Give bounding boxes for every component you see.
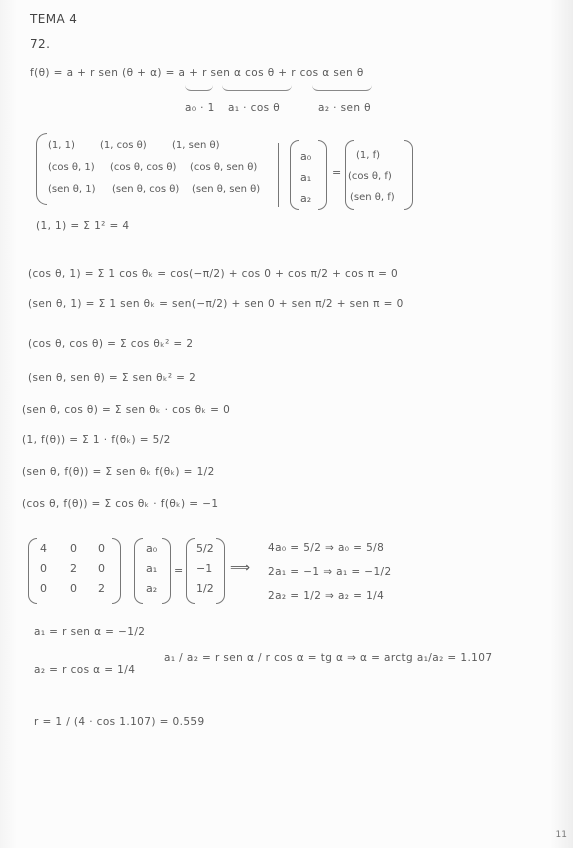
matrix-cell: (1, cos θ) bbox=[100, 140, 147, 151]
product-line: (1, 1) = Σ 1² = 4 bbox=[36, 220, 130, 232]
brace-a2 bbox=[312, 85, 372, 91]
relation-a2: a₂ = r cos α = 1/4 bbox=[34, 664, 136, 676]
product-line: (sen θ, cos θ) = Σ sen θₖ · cos θₖ = 0 bbox=[22, 404, 231, 416]
system-unknown: a₂ bbox=[146, 582, 158, 595]
system-left-paren bbox=[28, 538, 37, 604]
product-line: (cos θ, 1) = Σ 1 cos θₖ = cos(−π/2) + cos 0 + cos π/2 + cos π = 0 bbox=[28, 268, 399, 280]
page-title: TEMA 4 bbox=[30, 12, 78, 26]
matrix-cell: (1, sen θ) bbox=[172, 140, 220, 151]
matrix-cell: (1, 1) bbox=[48, 140, 75, 151]
system-rhs: −1 bbox=[196, 562, 213, 575]
system-unknowns-right-paren bbox=[162, 538, 171, 604]
relation-a1: a₁ = r sen α = −1/2 bbox=[34, 626, 146, 638]
term-a1: a₁ · cos θ bbox=[228, 102, 281, 114]
solution-line: 2a₂ = 1/2 ⇒ a₂ = 1/4 bbox=[268, 590, 385, 602]
product-line: (cos θ, f(θ)) = Σ cos θₖ · f(θₖ) = −1 bbox=[22, 498, 219, 510]
rhs-right-paren bbox=[404, 140, 413, 210]
product-line: (1, f(θ)) = Σ 1 · f(θₖ) = 5/2 bbox=[22, 434, 171, 446]
matrix-left-paren bbox=[36, 133, 47, 205]
rhs-cell: (1, f) bbox=[356, 150, 381, 161]
product-line: (sen θ, f(θ)) = Σ sen θₖ f(θₖ) = 1/2 bbox=[22, 466, 215, 478]
unknown-a0: a₀ bbox=[300, 150, 312, 163]
system-rhs-right-paren bbox=[216, 538, 225, 604]
matrix-cell: (sen θ, sen θ) bbox=[192, 184, 261, 195]
model-equation: f(θ) = a + r sen (θ + α) = a + r sen α cos θ + r cos α sen θ bbox=[30, 67, 364, 79]
matrix-cell: (sen θ, cos θ) bbox=[112, 184, 180, 195]
problem-number: 72. bbox=[30, 37, 51, 51]
unknowns-right-paren bbox=[318, 140, 327, 210]
matrix-cell: (sen θ, 1) bbox=[48, 184, 96, 195]
matrix-cell: (cos θ, 1) bbox=[48, 162, 95, 173]
unknown-a2: a₂ bbox=[300, 192, 312, 205]
brace-a0 bbox=[185, 85, 213, 91]
system-unknowns-left-paren bbox=[134, 538, 143, 604]
solution-line: 2a₁ = −1 ⇒ a₁ = −1/2 bbox=[268, 566, 392, 578]
matrix-cell: (cos θ, sen θ) bbox=[190, 162, 258, 173]
system-cell: 0 bbox=[70, 542, 77, 555]
page-mark: 11 bbox=[555, 830, 567, 840]
system-cell: 0 bbox=[98, 542, 105, 555]
system-rhs: 1/2 bbox=[196, 582, 214, 595]
system-right-paren bbox=[112, 538, 121, 604]
rhs-cell: (sen θ, f) bbox=[350, 192, 395, 203]
matrix-cell: (cos θ, cos θ) bbox=[110, 162, 177, 173]
system-cell: 2 bbox=[70, 562, 77, 575]
term-a2: a₂ · sen θ bbox=[318, 102, 372, 114]
system-rhs: 5/2 bbox=[196, 542, 214, 555]
unknown-a1: a₁ bbox=[300, 171, 312, 184]
solution-line: 4a₀ = 5/2 ⇒ a₀ = 5/8 bbox=[268, 542, 385, 554]
system-cell: 4 bbox=[40, 542, 47, 555]
product-line: (sen θ, sen θ) = Σ sen θₖ² = 2 bbox=[28, 372, 197, 384]
term-a0: a₀ · 1 bbox=[185, 102, 215, 114]
unknowns-left-paren bbox=[290, 140, 299, 210]
system-cell: 0 bbox=[70, 582, 77, 595]
matrix-right-bar bbox=[278, 143, 279, 207]
system-cell: 2 bbox=[98, 582, 105, 595]
product-line: (sen θ, 1) = Σ 1 sen θₖ = sen(−π/2) + sen 0 + sen π/2 + sen π = 0 bbox=[28, 298, 404, 310]
rhs-cell: (cos θ, f) bbox=[348, 171, 392, 182]
equals-sign: = bbox=[174, 564, 184, 577]
system-rhs-left-paren bbox=[186, 538, 195, 604]
system-cell: 0 bbox=[98, 562, 105, 575]
brace-a1 bbox=[222, 85, 292, 91]
product-line: (cos θ, cos θ) = Σ cos θₖ² = 2 bbox=[28, 338, 194, 350]
system-cell: 0 bbox=[40, 562, 47, 575]
system-unknown: a₀ bbox=[146, 542, 158, 555]
system-cell: 0 bbox=[40, 582, 47, 595]
angle-derivation: a₁ / a₂ = r sen α / r cos α = tg α ⇒ α = arctg a₁/a₂ = 1.107 bbox=[164, 652, 493, 664]
system-unknown: a₁ bbox=[146, 562, 158, 575]
radius-equation: r = 1 / (4 · cos 1.107) = 0.559 bbox=[34, 716, 205, 728]
equals-sign: = bbox=[332, 166, 342, 179]
implies-arrow: ⟹ bbox=[230, 560, 251, 576]
